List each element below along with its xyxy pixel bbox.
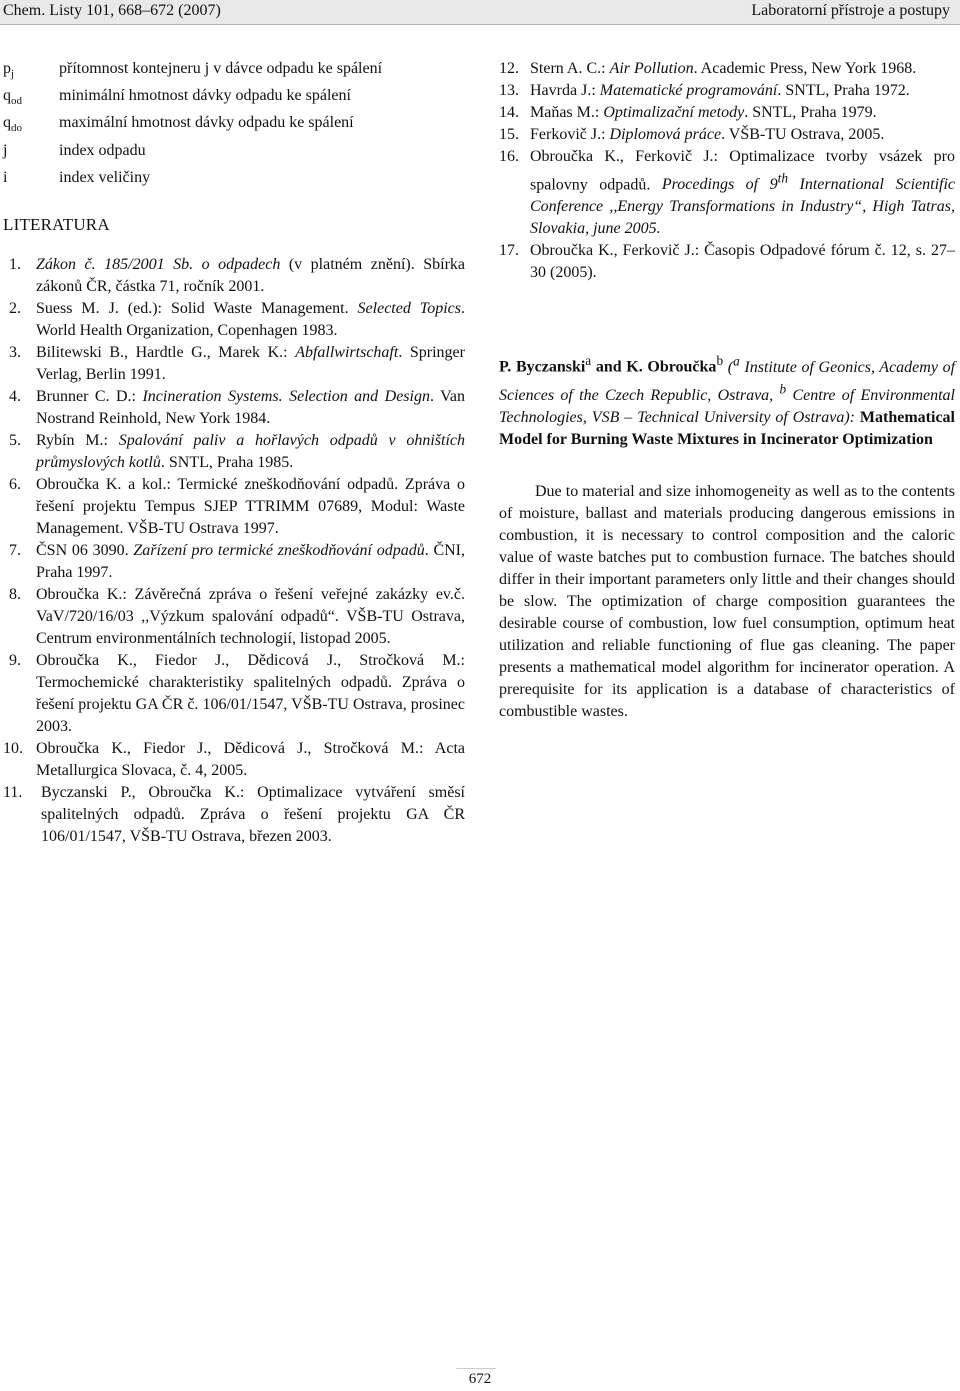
author-name: P. Byczanski	[499, 358, 586, 376]
reference-text: Obroučka K., Fiedor J., Dědicová J., Stročková M.: Termochemické charakteristiky spalitelných odpadů. Zpráva o řešení projektu GA ČR č. 106/01/1547, VŠB-TU Ostrava, prosinec 2003.	[36, 651, 465, 735]
reference-number: 2.	[9, 299, 21, 317]
symbol-row	[3, 112, 465, 139]
reference-plain: ČSN 06 3090.	[36, 541, 134, 559]
ordinal-superscript: th	[777, 171, 789, 186]
reference-plain: Brunner C. D.:	[36, 387, 143, 405]
affiliation-text: Centre of Environmental Technologies, VSB – Technical University of Ostrava):	[499, 386, 955, 426]
reference-plain: Havrda J.:	[530, 82, 600, 99]
reference-item	[499, 240, 955, 284]
reference-number: 14.	[499, 104, 519, 121]
reference-item	[3, 584, 465, 650]
reference-italic-part: Procedings of 9	[661, 176, 778, 194]
affiliation-marker: a	[585, 353, 592, 369]
reference-text: Obroučka K.: Závěrečná zpráva o řešení veřejné zakázky ev.č. VaV/720/16/03 ,,Výzkum spalování odpadů“. VŠB-TU Ostrava, Centrum environmentálních technologií, listopad 2005.	[36, 585, 465, 647]
reference-plain: Bilitewski B., Hardtle G., Marek K.:	[36, 343, 296, 361]
reference-text	[36, 254, 465, 298]
reference-italic: Zákon č. 185/2001 Sb. o odpadech	[36, 255, 281, 273]
reference-italic: Optimalizační metody	[603, 104, 745, 121]
reference-text	[36, 342, 465, 386]
page-number: 672	[468, 1371, 492, 1387]
symbol-definition: přítomnost kontejneru j v dávce odpadu ke spálení	[59, 60, 383, 77]
symbol-definition: minimální hmotnost dávky odpadu ke spálení	[59, 87, 351, 105]
reference-item	[499, 146, 955, 240]
reference-number: 9.	[9, 651, 21, 669]
symbol: i	[3, 168, 8, 186]
reference-text	[36, 386, 465, 430]
reference-number: 13.	[499, 82, 519, 99]
reference-plain: . Academic Press, New York 1968.	[693, 60, 917, 77]
reference-plain: . SNTL, Praha 1972.	[777, 82, 910, 99]
reference-italic-part: International Scientific Conference ,,Energy Transformations in Industry“, High Tatras, Slovakia, june 2005.	[530, 176, 955, 238]
reference-number: 4.	[9, 387, 21, 405]
reference-text	[530, 80, 955, 102]
author-conjunction: and	[591, 358, 627, 376]
reference-text: Obroučka K., Fiedor J., Dědicová J., Stročková M.: Acta Metallurgica Slovaca, č. 4, 2005.	[36, 739, 465, 779]
symbol: q	[3, 87, 11, 105]
reference-text	[530, 124, 955, 146]
reference-text	[530, 102, 955, 124]
reference-number: 1.	[9, 255, 21, 273]
reference-item	[3, 474, 465, 540]
reference-plain: Maňas M.:	[530, 104, 604, 121]
reference-item	[3, 254, 465, 298]
symbol: j	[3, 141, 8, 159]
symbol-list	[3, 58, 465, 194]
reference-list	[3, 254, 465, 848]
reference-number: 8.	[9, 585, 21, 603]
reference-plain: . World Health Organization, Copenhagen 1983.	[36, 299, 466, 339]
reference-item	[499, 58, 955, 80]
reference-number: 3.	[9, 343, 21, 361]
symbol-row	[3, 140, 465, 167]
reference-plain: . SNTL, Praha 1979.	[744, 104, 877, 121]
symbol-subscript: do	[11, 122, 22, 135]
affiliation-marker: b	[779, 381, 787, 397]
reference-plain: Rybín M.:	[36, 431, 119, 449]
reference-text	[36, 430, 465, 474]
reference-italic: Matematické programování	[599, 82, 778, 99]
reference-item	[3, 738, 465, 782]
reference-item	[3, 298, 465, 342]
reference-plain: . SNTL, Praha 1985.	[160, 453, 294, 471]
reference-item	[3, 342, 465, 386]
reference-plain: Suess M. J. (ed.): Solid Waste Management.	[36, 299, 358, 317]
affiliation-marker: b	[716, 353, 724, 369]
reference-text: Byczanski P., Obroučka K.: Optimalizace vytváření směsí spalitelných odpadů. Zpráva o řešení projektu GA ČR 106/01/1547, VŠB-TU Ostrava, březen 2003.	[41, 783, 465, 845]
right-column	[499, 58, 955, 723]
section-name: Laboratorní přístroje a postupy	[751, 2, 950, 19]
reference-list-continued	[499, 58, 955, 284]
reference-item	[3, 650, 465, 738]
affiliation-text: (	[723, 358, 734, 376]
reference-italic: Diplomová práce	[609, 126, 722, 143]
reference-plain: Stern A. C.:	[530, 60, 610, 77]
affiliation-marker: a	[733, 353, 740, 369]
symbol-definition: maximální hmotnost dávky odpadu ke spálení	[59, 114, 354, 132]
reference-plain: . Van Nostrand Reinhold, New York 1984.	[36, 387, 466, 427]
reference-italic: Zařízení pro termické zneškodňování odpadů	[133, 541, 425, 559]
reference-number: 6.	[9, 475, 21, 493]
reference-item	[499, 80, 955, 102]
reference-number: 15.	[499, 126, 519, 143]
page-number-rule	[456, 1368, 496, 1369]
reference-number: 11.	[3, 783, 23, 801]
reference-plain: Obroučka K., Ferkovič J.: Optimalizace tvorby vsázek pro spalovny odpadů.	[530, 148, 955, 194]
journal-citation: Chem. Listy 101, 668–672 (2007)	[3, 2, 221, 19]
symbol-row	[3, 167, 465, 194]
reference-text	[530, 146, 955, 240]
reference-plain: . ČNI, Praha 1997.	[36, 541, 465, 581]
symbol-row	[3, 85, 465, 112]
symbol-definition: index veličiny	[59, 168, 151, 186]
left-column	[3, 58, 465, 848]
literature-heading: LITERATURA	[3, 214, 110, 234]
reference-number: 12.	[499, 60, 519, 77]
article-heading	[499, 350, 955, 451]
reference-number: 5.	[9, 431, 21, 449]
affiliation-text: Institute of Geonics, Academy of Sciences of the Czech Republic, Ostrava,	[499, 358, 956, 404]
symbol: q	[3, 114, 11, 132]
reference-plain: (v platném znění). Sbírka zákonů ČR, částka 71, ročník 2001.	[36, 255, 466, 295]
reference-italic: Air Pollution	[609, 60, 694, 77]
reference-italic: Incineration Systems. Selection and Design	[142, 387, 430, 405]
reference-item	[3, 782, 465, 848]
reference-item	[499, 124, 955, 146]
reference-text	[530, 58, 955, 80]
author-name: K. Obroučka	[626, 358, 717, 376]
reference-item	[3, 430, 465, 474]
reference-plain: . Springer Verlag, Berlin 1991.	[36, 343, 465, 383]
symbol: p	[3, 60, 11, 77]
reference-italic: Spalování paliv a hořlavých odpadů v ohništích průmyslových kotlů	[36, 431, 465, 471]
reference-text	[36, 540, 465, 584]
reference-item	[3, 386, 465, 430]
symbol-row	[3, 58, 465, 85]
reference-italic: Abfallwirtschaft	[295, 343, 399, 361]
article-abstract: Due to material and size inhomogeneity as well as to the contents of moisture, ballast and materials producing dangerous emissions in combustion, it is necessary to control composition and the caloric value of waste batches put to combustion furnace. The batches should differ in their important parameters only little and their changes should be slow. The optimization of charge composition guarantees the desirable course of combustion, low fuel consumption, optimum heat utilization and reliable functioning of flue gas cleaning. The paper presents a mathematical model algorithm for incinerator operation. A prerequisite for its application is a database of characteristics of combustible wastes.	[499, 482, 955, 720]
reference-number: 16.	[499, 148, 519, 165]
reference-number: 7.	[9, 541, 21, 559]
symbol-subscript: od	[11, 95, 22, 108]
reference-text: Obroučka K., Ferkovič J.: Časopis Odpadové fórum č. 12, s. 27–30 (2005).	[530, 242, 955, 282]
article-title: Mathematical Model for Burning Waste Mixtures in Incinerator Optimization	[499, 408, 955, 448]
reference-italic: Selected Topics	[357, 299, 462, 317]
reference-text: Obroučka K. a kol.: Termické zneškodňování odpadů. Zpráva o řešení projektu Tempus SJEP TTRIMM 07689, Modul: Waste Management. VŠB-TU Ostrava 1997.	[36, 475, 465, 537]
running-header	[0, 0, 960, 25]
symbol-subscript: j	[11, 68, 15, 81]
reference-item	[3, 540, 465, 584]
reference-item	[499, 102, 955, 124]
reference-number: 10.	[3, 739, 23, 757]
reference-plain: . VŠB-TU Ostrava, 2005.	[721, 126, 885, 143]
symbol-definition: index odpadu	[59, 141, 146, 159]
reference-plain: Ferkovič J.:	[530, 126, 610, 143]
reference-text	[36, 298, 465, 342]
reference-number: 17.	[499, 242, 519, 260]
